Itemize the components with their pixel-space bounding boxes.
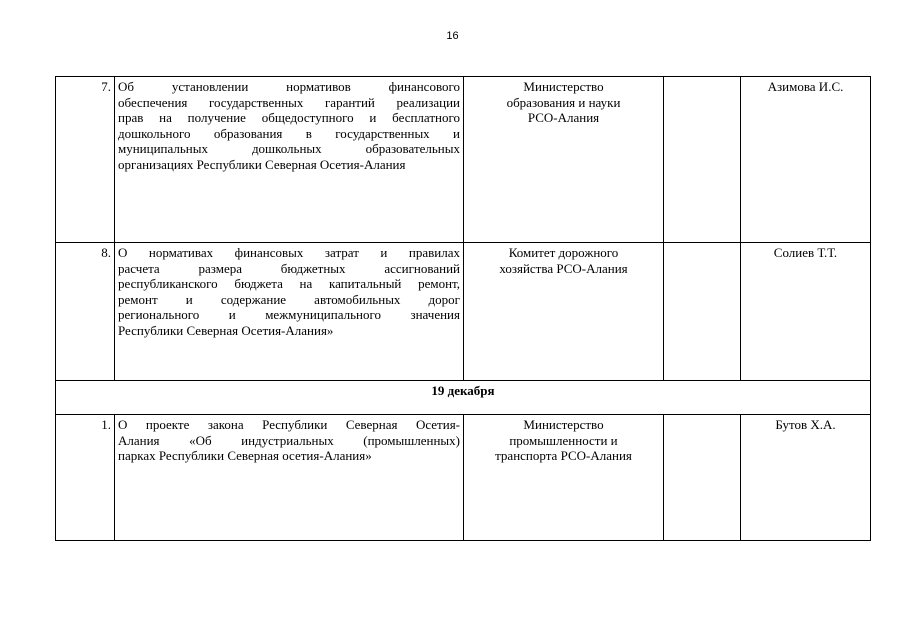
row-subject: О нормативах финансовых затрат и правилах расчета размера бюджетных ассигнований республиканского бюджета на капитальный ремонт, ремонт и содержание автомобильных дорог регионального и межмуниципального значения Республики Северная Осетия-Алания» <box>115 243 464 381</box>
row-organization: Комитет дорожного хозяйства РСО-Алания <box>464 243 664 381</box>
page-number: 16 <box>446 30 459 42</box>
row-subject: О проекте закона Республики Северная Осетия- Алания «Об индустриальных (промышленных) парках Республики Северная осетия-Алания» <box>115 415 464 541</box>
row-organization: Министерство промышленности и транспорта РСО-Алания <box>464 415 664 541</box>
row-responsible: Бутов Х.А. <box>741 415 871 541</box>
row-empty-cell <box>664 415 741 541</box>
row-subject: Об установлении нормативов финансового обеспечения государственных гарантий реализации прав на получение общедоступного и бесплатного дошкольного образования в государственных и муниципальных дошкольных образовательных организациях Республики Северная Осетия-Алания <box>115 77 464 243</box>
row-empty-cell <box>664 77 741 243</box>
row-organization: Министерство образования и науки РСО-Алания <box>464 77 664 243</box>
table-row <box>56 415 871 541</box>
table-row <box>56 243 871 381</box>
row-responsible: Солиев Т.Т. <box>741 243 871 381</box>
date-header-row <box>56 381 871 415</box>
date-header: 19 декабря <box>56 381 871 415</box>
row-responsible: Азимова И.С. <box>741 77 871 243</box>
row-number: 7. <box>56 77 115 243</box>
table-row <box>56 77 871 243</box>
row-number: 1. <box>56 415 115 541</box>
row-empty-cell <box>664 243 741 381</box>
agenda-table <box>55 76 871 541</box>
row-number: 8. <box>56 243 115 381</box>
